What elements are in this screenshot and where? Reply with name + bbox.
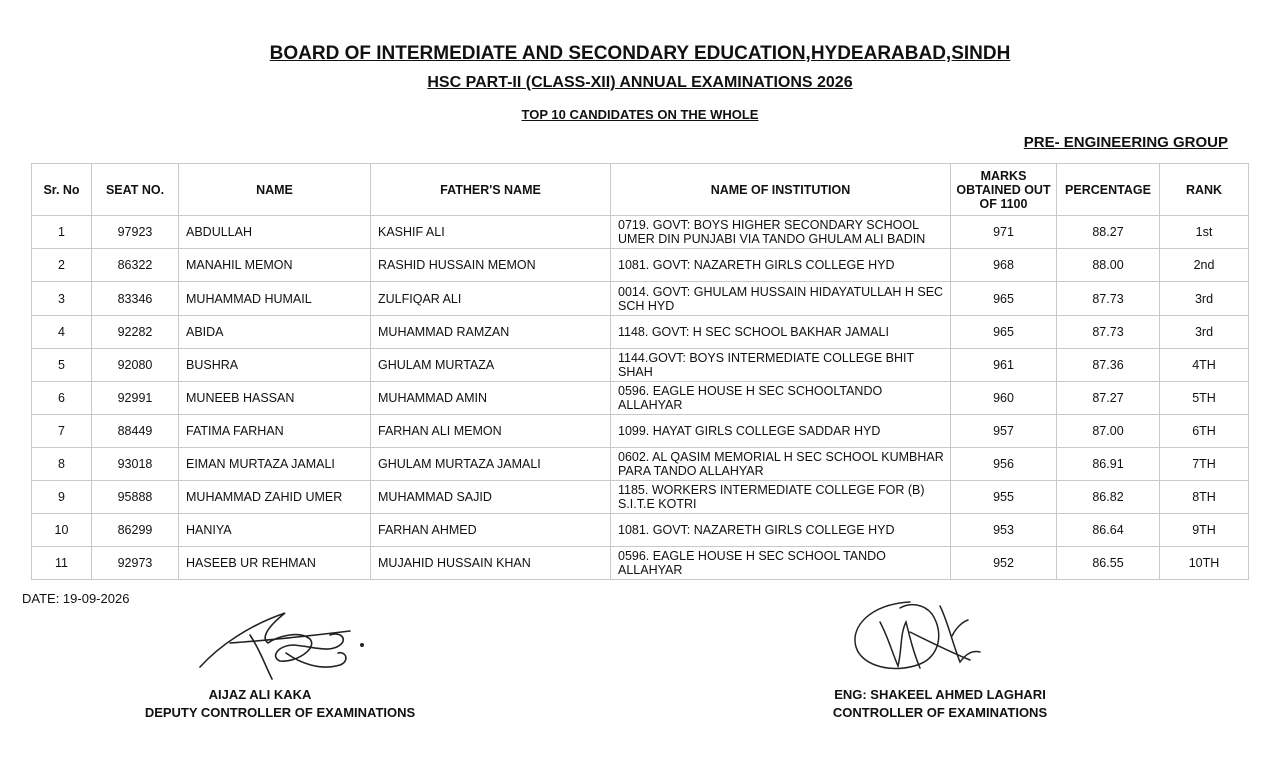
cell-institution: 1099. HAYAT GIRLS COLLEGE SADDAR HYD: [611, 415, 951, 448]
table-row: [32, 514, 1249, 547]
cell-institution: 0602. AL QASIM MEMORIAL H SEC SCHOOL KUMBHAR PARA TANDO ALLAHYAR: [611, 448, 951, 481]
cell-percentage: 86.91: [1057, 448, 1160, 481]
cell-name: FATIMA FARHAN: [179, 415, 371, 448]
board-title: BOARD OF INTERMEDIATE AND SECONDARY EDUCATION,HYDEARABAD,SINDH: [269, 43, 1011, 64]
cell-rank: 2nd: [1160, 249, 1249, 282]
cell-sr-no: 2: [32, 249, 92, 282]
table-row: [32, 547, 1249, 580]
cell-seat-no: 92282: [92, 316, 179, 349]
cell-rank: 3rd: [1160, 282, 1249, 316]
cell-father-name: KASHIF ALI: [371, 216, 611, 249]
cell-rank: 4TH: [1160, 349, 1249, 382]
cell-father-name: MUHAMMAD AMIN: [371, 382, 611, 415]
cell-father-name: ZULFIQAR ALI: [371, 282, 611, 316]
cell-rank: 8TH: [1160, 481, 1249, 514]
cell-marks: 953: [951, 514, 1057, 547]
cell-father-name: RASHID HUSSAIN MEMON: [371, 249, 611, 282]
exam-title: HSC PART-II (CLASS-XII) ANNUAL EXAMINATIONS 2026: [427, 74, 853, 91]
cell-sr-no: 5: [32, 349, 92, 382]
cell-institution: 1185. WORKERS INTERMEDIATE COLLEGE FOR (B) S.I.T.E KOTRI: [611, 481, 951, 514]
cell-rank: 10TH: [1160, 547, 1249, 580]
cell-marks: 955: [951, 481, 1057, 514]
result-date: DATE: 19-09-2026: [22, 591, 130, 606]
col-sr-no: Sr. No: [32, 164, 92, 216]
cell-sr-no: 10: [32, 514, 92, 547]
cell-percentage: 87.00: [1057, 415, 1160, 448]
col-father-name: FATHER'S NAME: [371, 164, 611, 216]
cell-institution: 0596. EAGLE HOUSE H SEC SCHOOLTANDO ALLAHYAR: [611, 382, 951, 415]
cell-father-name: FARHAN ALI MEMON: [371, 415, 611, 448]
cell-seat-no: 93018: [92, 448, 179, 481]
col-percentage: PERCENTAGE: [1057, 164, 1160, 216]
cell-seat-no: 92080: [92, 349, 179, 382]
cell-institution: 1081. GOVT: NAZARETH GIRLS COLLEGE HYD: [611, 249, 951, 282]
cell-name: BUSHRA: [179, 349, 371, 382]
col-institution: NAME OF INSTITUTION: [611, 164, 951, 216]
cell-marks: 971: [951, 216, 1057, 249]
signatory-right-name: ENG: SHAKEEL AHMED LAGHARI: [834, 687, 1046, 702]
cell-institution: 0014. GOVT: GHULAM HUSSAIN HIDAYATULLAH H SEC SCH HYD: [611, 282, 951, 316]
group-label: PRE- ENGINEERING GROUP: [1023, 134, 1228, 151]
cell-seat-no: 86299: [92, 514, 179, 547]
col-marks: MARKS OBTAINED OUT OF 1100: [951, 164, 1057, 216]
cell-name: MUHAMMAD ZAHID UMER: [179, 481, 371, 514]
cell-sr-no: 6: [32, 382, 92, 415]
table-row: [32, 216, 1249, 249]
table-header-row: [32, 164, 1249, 216]
cell-marks: 960: [951, 382, 1057, 415]
cell-marks: 957: [951, 415, 1057, 448]
cell-rank: 9TH: [1160, 514, 1249, 547]
cell-seat-no: 83346: [92, 282, 179, 316]
cell-sr-no: 4: [32, 316, 92, 349]
signature-right: [840, 592, 990, 687]
cell-sr-no: 7: [32, 415, 92, 448]
signatory-left-title: DEPUTY CONTROLLER OF EXAMINATIONS: [144, 705, 416, 720]
table-row: [32, 481, 1249, 514]
cell-sr-no: 8: [32, 448, 92, 481]
cell-marks: 952: [951, 547, 1057, 580]
cell-percentage: 87.27: [1057, 382, 1160, 415]
cell-percentage: 87.73: [1057, 282, 1160, 316]
cell-father-name: MUHAMMAD SAJID: [371, 481, 611, 514]
table-row: [32, 448, 1249, 481]
cell-sr-no: 9: [32, 481, 92, 514]
cell-father-name: MUHAMMAD RAMZAN: [371, 316, 611, 349]
cell-percentage: 86.55: [1057, 547, 1160, 580]
cell-rank: 1st: [1160, 216, 1249, 249]
cell-seat-no: 97923: [92, 216, 179, 249]
cell-institution: 0719. GOVT: BOYS HIGHER SECONDARY SCHOOL UMER DIN PUNJABI VIA TANDO GHULAM ALI BADIN: [611, 216, 951, 249]
cell-percentage: 88.00: [1057, 249, 1160, 282]
cell-percentage: 88.27: [1057, 216, 1160, 249]
cell-rank: 6TH: [1160, 415, 1249, 448]
table-row: [32, 382, 1249, 415]
cell-name: MUHAMMAD HUMAIL: [179, 282, 371, 316]
cell-marks: 965: [951, 316, 1057, 349]
cell-sr-no: 1: [32, 216, 92, 249]
col-seat-no: SEAT NO.: [92, 164, 179, 216]
cell-institution: 1148. GOVT: H SEC SCHOOL BAKHAR JAMALI: [611, 316, 951, 349]
cell-name: HANIYA: [179, 514, 371, 547]
table-row: [32, 316, 1249, 349]
table-row: [32, 349, 1249, 382]
cell-percentage: 87.73: [1057, 316, 1160, 349]
table-row: [32, 415, 1249, 448]
col-rank: RANK: [1160, 164, 1249, 216]
cell-percentage: 86.64: [1057, 514, 1160, 547]
cell-rank: 5TH: [1160, 382, 1249, 415]
cell-name: ABDULLAH: [179, 216, 371, 249]
cell-percentage: 86.82: [1057, 481, 1160, 514]
cell-seat-no: 95888: [92, 481, 179, 514]
cell-marks: 965: [951, 282, 1057, 316]
cell-institution: 0596. EAGLE HOUSE H SEC SCHOOL TANDO ALLAHYAR: [611, 547, 951, 580]
list-subtitle: TOP 10 CANDIDATES ON THE WHOLE: [521, 107, 759, 122]
cell-name: ABIDA: [179, 316, 371, 349]
cell-seat-no: 86322: [92, 249, 179, 282]
cell-name: MANAHIL MEMON: [179, 249, 371, 282]
cell-sr-no: 11: [32, 547, 92, 580]
signatory-left-name: AIJAZ ALI KAKA: [208, 687, 312, 702]
cell-name: HASEEB UR REHMAN: [179, 547, 371, 580]
cell-percentage: 87.36: [1057, 349, 1160, 382]
cell-institution: 1081. GOVT: NAZARETH GIRLS COLLEGE HYD: [611, 514, 951, 547]
signatory-right-title: CONTROLLER OF EXAMINATIONS: [832, 705, 1048, 720]
table-row: [32, 282, 1249, 316]
cell-sr-no: 3: [32, 282, 92, 316]
cell-father-name: GHULAM MURTAZA JAMALI: [371, 448, 611, 481]
signature-left: [190, 605, 380, 685]
cell-father-name: FARHAN AHMED: [371, 514, 611, 547]
cell-marks: 956: [951, 448, 1057, 481]
cell-name: MUNEEB HASSAN: [179, 382, 371, 415]
cell-father-name: GHULAM MURTAZA: [371, 349, 611, 382]
cell-marks: 968: [951, 249, 1057, 282]
col-name: NAME: [179, 164, 371, 216]
cell-seat-no: 92991: [92, 382, 179, 415]
cell-name: EIMAN MURTAZA JAMALI: [179, 448, 371, 481]
cell-seat-no: 88449: [92, 415, 179, 448]
results-table: [31, 163, 1249, 580]
cell-father-name: MUJAHID HUSSAIN KHAN: [371, 547, 611, 580]
cell-rank: 7TH: [1160, 448, 1249, 481]
cell-rank: 3rd: [1160, 316, 1249, 349]
cell-marks: 961: [951, 349, 1057, 382]
table-row: [32, 249, 1249, 282]
cell-seat-no: 92973: [92, 547, 179, 580]
cell-institution: 1144.GOVT: BOYS INTERMEDIATE COLLEGE BHIT SHAH: [611, 349, 951, 382]
